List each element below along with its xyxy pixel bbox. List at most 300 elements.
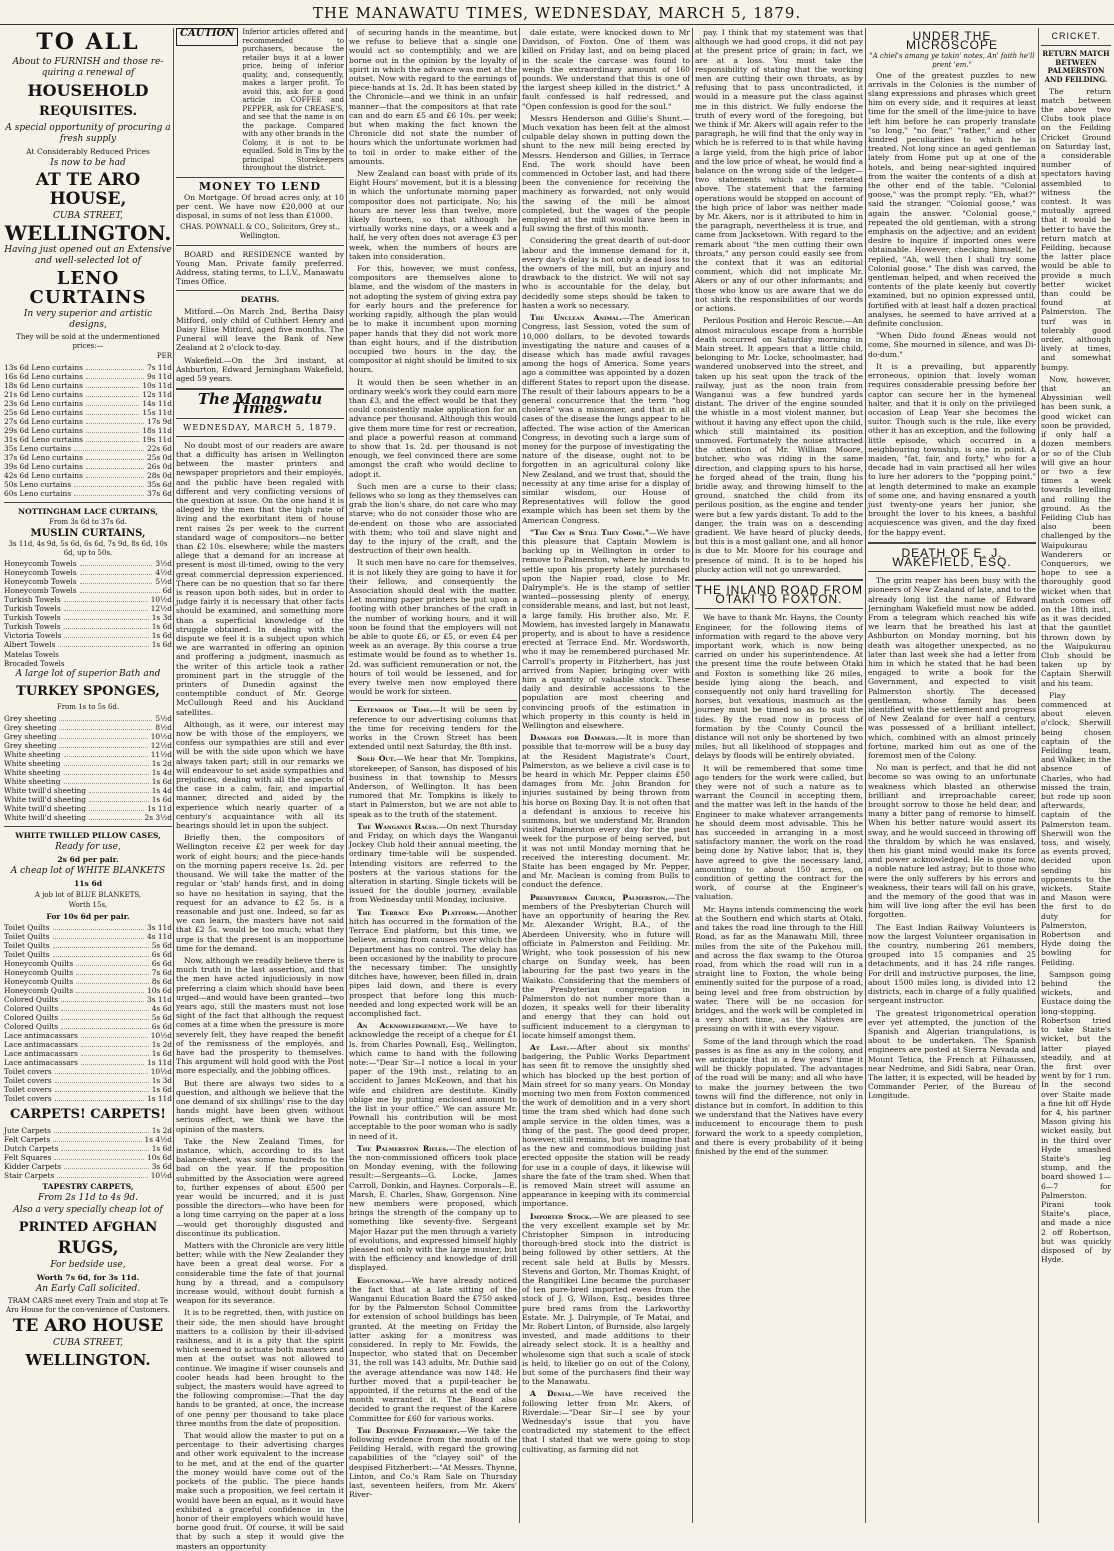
towel-price-list [4,559,172,649]
price-value: 25s 0d [147,452,172,462]
news-body: —The members of the Presbyterian Church will have an opportunity of hearing the Rev. Mr. Alexander Wright, B.A., of the Aberdeen University, who in future will officiate in Palmerston and Feilding. Mr. Wright, who took possession of his new charge on Sunday week, has been labouring for the past two years in the Waikato. Considering that the members of the Presbyterian congregation in Palmerston do not number more than a dozen, it speaks well for their liberality and energy that they can hold out sufficient inducement to a clergyman to locate himself amongst them. [522,892,690,1040]
price-value: 3s 11d [147,922,172,932]
price-row [4,381,172,390]
news-item [522,893,690,1040]
price-item: Honeycomb Towels [4,568,77,578]
paragraph: The East Indian Railway Volunteers is now the largest Volunteer organisation in the country, numbering 261 members, grouped into 15 companies and 25 detachments, and it has 24 rifle ranges. For drill and instructive purposes, the line, about 1500 miles long, is divided into 12 districts, each in charge of a fully qualified sergeant instructor. [868,922,1036,1006]
caution-tag: CAUTION [176,28,238,46]
advert-nottingham-price: From 3s 6d to 37s 6d. [49,518,127,527]
news-heading: Imported Stock. [530,1211,592,1221]
price-row [4,586,172,595]
advert-ready: Ready for use, [55,842,121,853]
paragraph: We have to thank Mr. Hayns, the County Engineer, for the following items of information with regard to the above very important work, which is now being carried on under his superintendence. At the present time the route between Otaki and Foxton is something like 26 miles, beside lying along the beach, and consequently not only hard travelling for horses, but vexatious, inasmuch as the journey must be timed so as to suit the tides. By the road now in process of formation by the County Council the distance will not only be shortened by two miles, but all likelihood of stoppages and delays by floods will be entirely obviated. [695,613,863,761]
price-value: 3½d [155,559,172,569]
advert-per: PER [156,352,172,361]
price-item: Colored Quilts [4,994,59,1004]
advert-cheap-lot: A cheap lot of WHITE BLANKETS [10,866,166,877]
paragraph: Now, although we readily believe there is much truth in the last assertion, and that the men have acted injudiciously in now preferring a claim which should have been urged—and would have been granted—two years ago, still the masters must not lose sight of the fact that although the request comes at a time when the pressure is more severely felt, they have reaped the benefit of the remissness of the employés, and have had the prosperity to themselves. This argument will hold good with the Post more especially, and the jobbing offices. [176,955,344,1076]
price-row [4,768,172,777]
column-3 [349,28,517,1523]
price-row [4,1022,172,1031]
advert-blue-lot: A job lot of BLUE BLANKETS, [34,890,142,899]
paragraph: It would then be seen whether in an ordinary week's work they could earn more than £3, and the effect would be that they could consistently make application for an advance per thousand. Although this would give them more time for rest or recreation, and place a powerful reason at command to show that 1s. 2d. per thousand is not enough, we feel convinced there are some amongst the craft who would decline to adopt it. [349,377,517,479]
news-body: —We hear that Mr. Tompkins, storekeeper, of Sanson, has disposed of his business in that township to Messrs Anderson, of Wellington. It has been rumored that Mr. Tompkins is likely to start in Palmerston, but we are not able to speak as to the truth of the statement. [349,754,517,819]
price-row [4,1004,172,1013]
price-item: White twill'd sheeting [4,794,87,804]
news-body: —We have already noticed the fact that at a late sitting of the Wanganui Education Board the £750 asked for by the Palmerston School Committee for extension of school buildings has been granted. At the meeting on Friday the latter asking for a monitress was considered. In reply to Mr. Fowlds, the Inspector, who stated that on December 31, the roll was 143 adults, Mr. Duthie said the average attendance was now 148. He further moved that a pupil-teacher be appointed, if the returns at the end of the month warranted it. The Board also decided to grant the request of the Karere Committee for £60 for various works. [349,1275,517,1423]
microscope-text [868,71,1036,537]
caution-advert [176,28,344,173]
news-body: —The American Congress, last Session, voted the sum of 10,000 dollars, to be devoted towards investigating the nature and causes of a disease which has made awful ravages among the hogs of America. Some years ago a committee was appointed by a dozen different States to report upon the disease. The result of their labours appears to be a general concurrence that the term "hog cholera" was a misnomer, and that in all cases of the disease the lungs appear to be affected. The wise action of the American Congress, in devoting such a large sum of money for the purpose of investigating the nature of the disease, ought not to be forgotten in an agricultural colony like New Zealand, and we trust that, should the necessity at any time arise for a display of similar wisdom, our House of Representatives will follow the good example which has been set them by the American Congress. [522,313,690,525]
price-value: 10½d [150,595,172,605]
price-value: 17s 9d [147,416,172,426]
price-row [4,622,172,631]
price-value: 1s 4d [151,767,172,777]
news-heading: An Acknowledgement. [357,1021,449,1031]
news-body: —It is more than possible that to-morrow will be a busy day at the Resident Magistrate's Court, Palmerston, as we believe a civil case is to be heard in which Mr. Pepper claims £50 damages from Mr. John Brandon for injuries sustained by being thrown from his horse on Boxing Day. It is not often that a defendant is anxious to receive his summons, but we understand Mr. Brandon visited Palmerston every day for the past week for the purpose of being served, but it was not until Monday morning that he received the interesting document. Mr. Staite has been engaged by Mr. Pepper, and Mr. Maclean is coming from Bulls to conduct the defence. [522,733,690,890]
price-item: Lace antimacassars [4,1039,78,1049]
price-row [4,631,172,640]
news-item [349,1144,517,1273]
price-value: 10½d [150,1066,172,1076]
advert-sold-at: They will be sold at the undermentioned prices:— [16,333,160,350]
column-5-text [695,28,863,574]
paragraph: Sampson going behind the wickets, and Eustace doing the long-stopping. Robertson tried to take Staite's wicket, but the latter played steadily, and at the first over went by for 1 run. In the second over Staite made a fine hit off Hyde for 4, his partner Mason giving his wicket easily, but in the third over Hyde smashed Staite's leg stump, and the board showed 1—6—7 for Palmerston. Pirani took Staite's place, and made a nice 2 off Robertson, but was quickly disposed of by Hyde. [1041,969,1111,1265]
price-value: 1s 4d [151,785,172,795]
price-row [4,640,172,649]
cricket-heading: CRICKET. [1051,31,1101,41]
price-row [4,941,172,950]
price-item: 39s 6d Leno curtains [4,461,83,471]
price-item: Toilet covers [4,1066,52,1076]
news-item [522,1043,690,1209]
news-body: —After about six months' badgering, the Public Works Department has seen fit to remove the unsightly shed which has blocked up the best portion of Main street for so many years. On Monday morning two men from Foxton commenced the work of demolition and in a very short time the tram shed which had done such ample service in the olden times, was a thing of the past. The good deed proper, however, still remains, but we imagine that as the new and commodious building just erected opposite the station will be ready for use in a couple of days, it likewise will share the fate of the tram shed. When that is removed Main street will assume an appearance in keeping with its commercial importance. [522,1042,691,1209]
price-item: Lace antimacassars [4,1057,78,1067]
price-row [4,1126,172,1135]
price-item: 37s 6d Leno curtains [4,452,83,462]
price-row [4,1135,172,1144]
price-row [4,453,172,462]
paragraph: Messrs Henderson and Gillie's Shunt.—Much vexation has been felt at the almost culpable delay shown in putting down the shunt to the new mill being erected by Messrs. Henderson and Gillies, in Terrace End. The work should have been commenced in October last, and had there been the convenience for receiving the machinery as forwarded, not only would the sawing of the mill be almost completed, but the wages of the people employed at the mill would have been in full swing the first of this month. [522,113,690,234]
price-value: 10s 6d [147,1152,172,1162]
price-item: Honeycomb Quilts [4,976,74,986]
advert-requisites: REQUISITES. [39,104,137,119]
news-item [522,313,690,525]
news-body: —Another hitch has occurred in the formation of the Terrace End platform, but this time, we believe, arising from causes over which the Department has no control. The delay has been occasioned by the inability to procure the necessary timber. The unsightly ditches have, however, been filled in, drain pipes laid down, and there is every prospect that before long this much-needed and long expected work will be an accomplished fact. [349,907,517,1018]
column-rule [692,28,693,1523]
price-item: Felt Squares [4,1152,52,1162]
price-row [4,408,172,417]
cricket-text [1041,87,1111,1265]
board-notice: BOARD and RESIDENCE wanted by Young Man. Private family preferred. Address, stating terms, to L.I.V., Manawatu Times Office. [176,249,344,287]
price-item: Grey sheeting [4,713,57,723]
advert-leno: LENO CURTAINS [29,268,147,309]
price-item: Honeycomb Quilts [4,985,74,995]
news-item [349,705,517,751]
advert-rugs-price: Worth 7s 6d, for 3s 11d. [36,1273,140,1283]
advert-tapestry: TAPESTRY CARPETS, [42,1181,134,1191]
paragraph: "When Dido found Æneas would not come, She mourned in silence, and was Di-do-dum." [868,331,1036,359]
cricket-subheading: RETURN MATCH BETWEEN PALMERSTON AND FEILDING. [1042,49,1110,84]
news-body: —We take the following evidence from the mouth of the Feilding Herald, with regard the growing capabilities of the "clayey soil" of the despised Fitzherbert:—"At Messrs. Thynne, Linton, and Co.'s Ram Sale on Thursday last, seventeen heifers, from Mr. Akers' River- [349,1425,517,1500]
price-value: 7s 11d [147,362,172,372]
price-row [4,604,172,613]
paragraph: It is a prevailing, but apparently erroneous, opinion that lovely woman requires considerable pressing before her captor can secure her in the hymeneal halter, and that it is only on the privileged occasion of Leap Year she becomes the suitor. Though such is the rule, like every other it has an exception, and the following little episode, which occurred in a neighbouring township, is one in point. A maiden, "fat, fair, and forty," who for a decade had in vain practised all her wiles to lure her adorers to the "popping point," at length determined to make an example of some one, and having ensnared a youth just twenty-one years her junior, she brought the lover to his knees, a bashful acquiescence was given, and the day fixed for the happy event. [868,361,1036,537]
advert-te-aro-house: TE ARO HOUSE [12,1315,164,1336]
price-item: Albert Towels [4,640,56,650]
price-value: 10s 11d [142,380,172,390]
advert-cuba: CUBA STREET, [52,211,124,222]
te-aro-advert-column [4,28,172,1523]
advert-tapestry-price: From 2s 11d to 4s 9d. [37,1193,139,1204]
paragraph: Play commenced at about eleven o'clock, Sherwill being chosen captain of the Feilding team, and Walker, in the absence of Charles, who had missed the train, but rode up soon afterwards, captain of the Palmerston team. Sherwill won the toss, and wisely, as events proved, decided upon sending his opponents to the wickets. Staite and Mason were the first to do duty for Palmerston, Robertson and Hyde doing the bowling for Feilding. [1041,690,1111,967]
price-value: 1s 6d [151,640,172,650]
price-item: Grey sheeting [4,731,57,741]
price-item: 42s 6d Leno curtains [4,470,83,480]
price-item: 18s 6d Leno curtains [4,380,83,390]
local-news [522,313,690,1454]
price-value: 9s 11d [147,371,172,381]
column-rule [865,28,866,1523]
advert-pillow: WHITE TWILLED PILLOW CASES, [15,830,161,840]
news-body: —We have to acknowledge the receipt of a cheque for £1 ls. from Charles Pownall, Esq., Wellington, which came to hand with the following note:—"Dear Sir—I notice a local in your paper of the 19th inst., relating to an accident to James McKeown, and that his wife and children are destitute. Kindly oblige me by putting enclosed amount to the list in your office." We can assure Mr. Pownall his contribution will be most acceptable to the poor woman who is sadly in need of it. [349,1021,517,1141]
paragraph: No doubt most of our readers are aware that a difficulty has arisen in Wellington between the master printers and newspaper proprietors and their employés, and the public have been regaled with different and very conflicting versions of the question at issue. On the one hand it is alleged by the men that the high rate of living and the exorbitant item of house rent raises 2s per week to the current standard wage of compositors—no better than £2 10s. elsewhere; while the masters allege that a demand for an increase at present is most ill-timed, owing to the very great commercial depression experienced. There can be no question that so far there is reason upon both sides, but in order to judge fairly it is necessary that other facts should be examined, and something more than a superficial knowledge of the struggle obtained. In dealing with the dispute we feel it is a subject upon which we are warranted in offering an opinion and proffering a judgment, inasmuch as the writer of this article took a rather prominent part in the struggle of the printers of Dunedin against the contemptible conduct of Mr. George McCullough Reed and his Auckland satellites. [176,440,344,717]
price-item: Colored Quilts [4,1012,59,1022]
death-notice: Wakefield.—On the 3rd instant, at Ashburton, Edward Jerningham Wakefield, aged 59 years. [176,355,344,383]
price-value: 1s 6d [151,1084,172,1094]
price-value: 1s 6d [151,1143,172,1153]
price-row [4,795,172,804]
advert-brocaded: Brocaded Towels [4,659,65,668]
news-item [349,1021,517,1141]
price-row [4,363,172,372]
paragraph: New Zealand can boast with pride of its Eight Hours' movement, but it is a blessing in which the unfortunate morning paper compositor does not participate. No; his hours are never less than twelve, more likely fourteen, so that although he virtually works nine days, or a week and a half, he very often does not average £3 per week, when the numbers of hours are taken into consideration. [349,169,517,261]
advert-tram: TRAM CARS meet every Train and stop at Te Aro House for the con-venience of Customers. [6,1297,170,1314]
advert-large-lot: A large lot of superior Bath and [15,669,161,680]
price-row [4,786,172,795]
price-item: Jute Carpets [4,1125,51,1135]
news-item [522,1212,690,1387]
price-item: 21s 6d Leno curtains [4,389,83,399]
price-item: Turkish Towels [4,622,61,632]
advert-printed: PRINTED AFGHAN [18,1220,158,1236]
price-item: White sheeting [4,776,61,786]
money-signature: CHAS. POWNALL & CO., Solicitors, Grey st., Wellington. [180,223,340,240]
price-item: Felt Carpets [4,1134,51,1144]
price-value: 35s 6d [147,479,172,489]
price-row [4,435,172,444]
news-heading: Damages for Damages. [530,733,619,743]
advert-household: HOUSEHOLD [27,81,149,100]
advert-matelas: Matelas Towels [4,651,59,660]
price-value: 5½d [155,713,172,723]
quilt-price-list [4,923,172,1103]
price-row [4,1094,172,1103]
news-item [349,822,517,905]
price-value: 15s 11d [142,407,172,417]
price-row [4,959,172,968]
price-item: Honeycomb Quilts [4,967,74,977]
price-item: Toilet Quilts [4,922,50,932]
news-item [522,733,690,889]
masthead: THE MANAWATU TIMES, WEDNESDAY, MARCH 5, 1879. [0,2,1114,25]
paragraph: of securing hands in the meantime, but we refuse to believe that a single one would act so contemptibly, and we are borne out in the opinion by the loyalty of spirit in which the advance was met at the outset. Now with regard to the earnings of piece-hands at 1s. 2d. It has been stated by the Chronicle—and we think in an unfair manner—that the compositors at that rate can and do earn £5 and £6 10s. per week; but when making the fact known the Chronicle did not state the number of hours which the unfortunate workmen had to toil in order to make either of the amounts. [349,28,517,166]
price-row [4,759,172,768]
price-row [4,390,172,399]
price-item: Honeycomb Towels [4,586,77,596]
price-value: 5s 6d [151,940,172,950]
price-item: Victoria Towels [4,631,62,641]
price-item: Lace antimacassars [4,1030,78,1040]
price-row [4,777,172,786]
price-item: 31s 6d Leno curtains [4,434,83,444]
otaki-heading: THE INLAND ROAD FROM OTAKI TO FOXTON. [695,582,864,607]
news-heading: Sold Out. [357,754,397,764]
price-value: 1s 3d [151,1075,172,1085]
price-value: 2s 3½d [144,812,172,822]
column-5 [695,28,863,1523]
price-value: 3s 6d [151,1161,172,1171]
price-row [4,471,172,480]
price-row [4,1171,172,1180]
price-value: 12s 11d [142,389,172,399]
price-value: 6s 6d [151,958,172,968]
price-row [4,559,172,568]
paragraph: Mr. Hayns intends commencing the work at the Southern end which starts at Otaki, and takes the road line through to the Hill Road, as far as the Manawatu Mill, three miles from the site of the Pukehou mill, and across the flax swamp to the Oturoa road, from which the road will run in a straight line to Foxton, the whole being eminently suited for the purpose of a road, being level and free from obstruction by water. There will be no occasion for bridges, and the work will be completed in a very short time, as the Natives are pressing on with it with every vigour. [695,904,863,1034]
paragraph: That would allow the master to put on a percentage to their advertising charges and other work equivalent to the increase to be met, and at the end of the quarter the money would have come out of the pockets of the public. The piece hands make such a proposition, we feel certain it would have been an equal, as it would have exhibited a graceful confidence in the honor of their employers which would have borne good fruit. Of course, it will be said that by such a step it would give the masters an opportunity [176,1431,344,1551]
price-value: 12½d [150,740,172,750]
editorial-continued [349,28,517,696]
price-value: 5s 6d [151,1012,172,1022]
price-value: 1s 2d [151,758,172,768]
price-value: 8½d [155,722,172,732]
news-body: —The election of the non-commissioned officers took place on Monday evening, with the following result:—Sergeants—G. Locke, James Carroll, Donkin, and Haynes. Corporals—E. Marsh, E. Charles, Shaw, Gorgenson. Nine new members were proposed, which brings the strength of the company up to something like seventy-five. Sergeant Major Hazar put the men through a variety of evolutions, and expressed himself highly pleased not only with the large muster, but with the efficiency and knowledge of drill displayed. [349,1143,517,1273]
advert-rugs: RUGS, [57,1238,119,1259]
price-value: 1s 11d [147,1093,172,1103]
column-6 [868,28,1036,1523]
paragraph: pay. I think that my statement was that although we had good crops, it did not pay at the present price of grain; in fact, we are at a loss. You must take the responsibility of stating that the working men are cutting their own throats, as by refusing that to pass uncontradicted, it would in a measure put the class against me in this district. We fully endorse the truth of every word of the foregoing, but we think if Mr. Akers will again refer to the paragraph, he will find that the only way in which he is referred to is that while having a large yield, from the high price of labor and the low price of wheat, he would find a balance on the wrong side of the ledger—two statements which are reiterated above. The statement that the farming operations would be stopped on account of the high price of labor was neither made by Mr. Akers, nor is it attributed to him in the paragraph, nevertheless it is true, and came from Jacksetown. With regard to the remark about "the men cutting their own throats," any person could easily see from the context that it was an editorial comment, which did not implicate Mr. Akers or any of our other informants; and those who know us are aware that we do not shirk the responsibilities of our words or actions. [695,28,863,314]
price-row [4,444,172,453]
price-row [4,1058,172,1067]
price-item: Toilet Quilts [4,931,50,941]
price-value: 1s 11d [147,1057,172,1067]
price-item: 27s 6d Leno curtains [4,416,83,426]
price-item: 16s 6d Leno curtains [4,371,83,381]
price-value: 7s 6d [151,967,172,977]
price-value: 18s 11d [142,425,172,435]
news-item [349,908,517,1018]
paragraph: Matters with the Chronicle are very little better; while with the New Zealander they have been a great deal worse. For a considerable time the fate of that journal hung by a thread, and a compulsory increase would, without doubt furnish a weapon for its severance. [176,1241,344,1306]
price-item: Toilet Quilts [4,949,50,959]
news-heading: The Terrace End Platform. [357,907,479,917]
news-heading: "The Cry is Still They Come." [530,527,650,537]
news-heading: At Last. [530,1042,570,1052]
news-heading: A Denial. [530,1389,575,1399]
price-value: 5½d [155,577,172,587]
price-value: 4½d [155,568,172,578]
price-row [4,1162,172,1171]
advert-turkey-price: From 1s to 5s 6d. [56,703,120,712]
price-row [4,741,172,750]
advert-blankets-price: 11s 6d [73,879,103,889]
news-body: —We are pleased to see the very excellent example set by Mr. Christopher Simpson in introducing thorough-bred stock into the district is being followed by other settlers. At the recent sale held at Bulls by Messrs. Stevens and Gorton, Mr. Thomas Knight, of the Rangitikei Line became the purchaser of ten pure-bred imported ewes from the stock of J. G. Wilson, Esq., besides three pure bred rams from the Larkworthy Estate. Mr. J. Dalrymple, of Te Matai, and Mr. Robert Linton, of Burnside, also largely invested, and made additions to their already select stock. It is a healthy and wholesome sign that such a scale of stock is held, to likelier go on out of the Colony, but some of the purchasers find their way to the Manawatu. [522,1211,690,1387]
price-row [4,732,172,741]
sheeting-price-list [4,714,172,822]
microscope-heading: UNDER THE MICROSCOPE [905,29,998,53]
price-item: White twill'd sheeting [4,785,87,795]
column-7 [1041,28,1111,1523]
price-row [4,923,172,932]
money-heading: MONEY TO LEND [198,179,322,193]
price-row [4,1031,172,1040]
price-item: 25s 6d Leno curtains [4,407,83,417]
column-4 [522,28,690,1523]
price-value: 28s 0d [147,470,172,480]
advert-worth: Worth 15s, [68,901,108,910]
leno-price-list [4,363,172,498]
price-value: 10s 6d [147,985,172,995]
paragraph: The grim reaper has been busy with the pioneers of New Zealand of late, and to the already long list the name of Edward Jerningham Wakefield must now be added. From a telegram which reached his wife we learn that he breathed his last at Ashburton on Monday morning, but his death was altogether unexpected, as no later than last week she had a letter from him in which he stated that he had been engaged to write a book for the Government, and expected to visit Palmerston shortly. The deceased gentleman, whose family has been identified with the settlement and progress of New Zealand for over half a century, was possessed of a brilliant intellect, which, combined with an almost princely fortune, marked him out as one of the foremost men of the Colony. [868,576,1036,761]
paragraph: Some of the land through which the road passes is as fine as any in the colony, and we anticipate that in a few years' time it will be thickly populated. The advantages of the road will be many; and all who have to make the journey between the two towns will find the difference, not only in distance but in comfort. In addition to this we understand that the Natives have every inducement to encourage them to push forward the work to a speedy completion, and there is every probability of it being finished by the end of the summer. [695,1036,863,1156]
price-value: 1s 3d [151,613,172,623]
price-item: Grey sheeting [4,722,57,732]
price-row [4,1076,172,1085]
price-item: Grey sheeting [4,740,57,750]
price-item: Dutch Carpets [4,1143,59,1153]
advert-muslin: MUSLIN CURTAINS, [30,527,146,539]
paragraph: The greatest trigonometrical operation ever yet attempted, the junction of the Spanish and Algerian triangulations, is about to be undertaken. The Spanish engineers are posted at Sierra Nevada and Mount Tetica, the French at Filhaussen, near Nedrome, and Sidi Sabra, near Oran. The latter, it is expected, will be headed by Commander Perier, of the Bureau of Longitude. [868,1008,1036,1101]
price-value: 37s 6d [147,488,172,498]
price-value: 1s 2d [151,1039,172,1049]
price-row [4,1153,172,1162]
price-value: 1s 6d [151,776,172,786]
advert-carpets: CARPETS! CARPETS! [10,1106,166,1122]
price-item: White twill'd sheeting [4,803,87,813]
price-row [4,977,172,986]
price-item: Lace antimacassars [4,1048,78,1058]
price-value: 10½d [150,1030,172,1040]
price-item: 60s Leno curtains [4,488,72,498]
news-item [522,1389,690,1453]
price-value: 10½d [150,731,172,741]
paragraph: The return match between the above two Clubs took place on the Feilding Cricket Ground on Saturday last, a considerable number of spectators having assembled to witness the contest. It was mutually agreed that it would be better to have the return match at Feilding, because the latter place would be able to provide a much better wicket than could be found at Palmerston. The turf was in tolerably good order, although lively at times, and somewhat bumpy. [1041,86,1111,372]
advert-heading: TO ALL [36,29,140,55]
price-row [4,995,172,1004]
advert-for: For 10s 6d per pair. [46,911,130,921]
otaki-article [695,613,863,1156]
death-notice: Mitford.—On March 2nd, Bertha Daisy Mitford, only child of Cuthbert Henry and Daisy Elise Mitford, aged five months. The Funeral will leave the Bank of New Zealand at 2 o'clock to-day. [176,306,344,353]
news-item [349,1276,517,1423]
price-row [4,714,172,723]
advert-reduced: At Considerably Reduced Prices [26,147,150,156]
news-item [349,1426,517,1500]
advert-leno-sub: In very superior and artistic designs, [23,309,153,331]
price-item: Turkish Towels [4,604,61,614]
dateline: WEDNESDAY, MARCH 5, 1879. [183,422,337,432]
paragraph: It will be remembered that some time ago tenders for the work were called, but they were not of such a nature as to warrant the Council in accepting them, and the matter was left in the hands of the Engineer to make whatever arrangements he should deem most advisable. This he has succeeded in arranging in a most satisfactory manner, the work on the road being done by Native labor, that is, they have agreed to give the necessary land, amounting to about 150 acres, on condition of getting the contract for the work, of course at the Engineer's valuation. [695,763,863,902]
price-row [4,577,172,586]
advert-cuba2: CUBA STREET, [52,1337,124,1348]
price-item: Toilet covers [4,1084,52,1094]
price-item: 29s 6d Leno curtains [4,425,83,435]
paragraph: For this, however, we must confess, compositors are themselves alone to blame, and the wisdom of the masters in not adopting the system of giving extra pay for early hours and the preference for working rapidly, although the plan would be to make it incumbent upon morning paper hands that they did not work more than eight hours, and if the distribution occupied two hours in the day, the compositor at night should be limited to six hours. [349,264,517,375]
price-item: White twill'd sheeting [4,812,87,822]
paragraph: Briefly then, the compositors of Wellington receive £2 per week for day work of eight hours; and the piece-hands on the morning papers receive 1s. 2d. per thousand. We will take the matter of the regular or 'stab' hands first, and in doing so have no hesitation in saying, that the request for an advance to £2 5s. is a reasonable and just one. Indeed, so far as we can learn, the masters have not said that £2 5s. would be too much; what they urge is that the present is an inopportune time for the demand. [176,833,344,953]
price-item: Turkish Towels [4,595,61,605]
price-item: White sheeting [4,767,61,777]
column-rule [519,28,520,1523]
price-row [4,568,172,577]
paragraph: Although, as it were, our interest may now be with those of the employers, we confess our sympathies are still and ever will be with the side upon which we have always taken part; still in our remarks we will endeavour to set aside sympathies and prejudices, dealing with all the aspects of the case in a calm, fair, and impartial manner, directed and aided by the experience which nearly quarter of a century's acquaintance with all its bearings should let in upon the subject. [176,719,344,831]
price-row [4,750,172,759]
price-value: 1s 4½d [144,1134,172,1144]
news-heading: Extension of Time. [357,705,433,715]
carpet-price-list [4,1126,172,1180]
paragraph: Take the New Zealand Times, for instance, which, according to its last balance-sheet, was some hundreds to the bad on the year. If the proposition submitted by the Association were agreed to, further expenses of about £500 per year would be incurred, and it is just possible the directors—who have been for a long time carrying on the paper at a loss—would get thoroughly disgusted and discontinue its publication. [176,1136,344,1238]
column-rule [346,28,347,1523]
price-item: Stair Carpets [4,1170,55,1180]
paragraph: One of the greatest puzzles to new arrivals in the Colonies is the number of slang expressions and phrases which greet him on every side, and it requires at least time for the smell of the lime-juice to have left him before he can properly translate "so long," "no fear," "rather," and other kindred peculiarities to which he is treated. Not long since an aged gentleman lately from Home put up at one of the hotels, and being near-sighted inquired from the waiter the contents of a dish at the other end of the table. "Colonial goose," was the prompt reply. "Eh, what?" said the stranger. "Colonial goose," was again the answer. "Colonial goose," repeated the old gentleman, with a strong emphasis on the adjective; and an evident desire to inquire if imported ones were obtainable. However, checking himself, he replied, "Ah, well then I shall try some Colonial goose." The dish was carved, the gentleman helped, and when received the contents of the plate keenly but covertly examined, but no opinion expressed until, fortified with at least half a dozen practical analyses, he seemed to have arrived at a definite conclusion. [868,70,1036,329]
news-item [522,528,690,730]
news-body: —We have this pleasure that Captain Mowlem is backing up in Wellington in order to remove to Palmerston, where he intends to settle upon his property lately purchased upon the Napier road, close to Mr. Dalrymple's. He is the stamp of settler wanted—possessing plenty of energy, considerable means, and last, but not least, a large family. His brother also, Mr. F. Mowlem, has invested largely in Manawatu property, and is about to have a residence erected at Terrace End. Mr. Wordsworth, who it may be remembered purchased Mr. Carroll's property in Fitzherbert, has just arrived from Napier, bringing over with him a quantity of valuable stock. These daily and desirable accessions to the population are most cheering and convincing proofs of the estimation in which property in this county is held in Wellington and elsewhere. [522,527,691,731]
price-value: 6s 6d [151,1021,172,1031]
advert-wellington2: WELLINGTON. [25,1350,151,1369]
price-item: Turkish Towels [4,613,61,623]
price-value: 11½d [150,749,172,759]
price-item: Colored Quilts [4,1003,59,1013]
price-row [4,1144,172,1153]
news-heading: The Palmerston Rifles. [357,1143,449,1153]
price-value: 26s 0d [147,461,172,471]
price-value: 3s 11d [147,994,172,1004]
price-row [4,372,172,381]
price-row [4,813,172,822]
advert-te-aro: AT TE ARO HOUSE, [35,170,141,210]
price-value: 1s 6d [151,631,172,641]
price-row [4,399,172,408]
price-item: Honeycomb Quilts [4,958,74,968]
column-rule [1038,28,1039,1523]
news-heading: The Wanganui Races. [357,821,439,831]
price-row [4,613,172,622]
paragraph: Perilous Position and Heroic Rescue.—An almost miraculous escape from a horrible death occurred on Saturday morning in Main street. It appears that a little child, belonging to Mr. Locke, schoolmaster, had wandered unobserved into the street, and taken up his seat upon the track of the railway, just as the noon train from Wanganui was a few hundred yards distant. The driver of the engine sounded the whistle in a most violent manner, but without it having any effect upon the child, which still maintained its position unmoved. Fortunately the noise attracted the attention of Mr. William Moore, butcher, who was riding in the same direction, and clapping spurs to his horse, he forged ahead of the train, flung his bridle away, and throwing himself to the ground, snatched the child from its perilous position, as the engine and tender were but a few yards distant. To add to the danger, the train was on a descending gradient. We have heard of plucky deeds, but this is a most gallant one, and all honor is due to Mr. Moore for his courage and presence of mind. It is to be hoped his plucky action will not go unrewarded. [695,316,863,574]
advert-turkey: TURKEY SPONGES, [16,684,160,700]
paper-title: The Manawatu Times. [197,390,323,418]
price-value: 8s 6d [151,976,172,986]
column-2 [176,28,344,1551]
price-value: 12½d [150,604,172,614]
news-body: —We have received the following letter from Mr. Akers, of Riverdale:—"Dear Sir—I see by your Wednesday's issue that you have contradicted my statement to the effect that I stated that we were going to stop cultivating, as farming did not [522,1389,690,1454]
price-row [4,968,172,977]
local-news [349,705,517,1499]
price-row [4,986,172,995]
price-value: 1s 6d [151,622,172,632]
price-row [4,932,172,941]
advert-now: Is now to be had [50,158,126,169]
advert-rugs-sub: For bedside use, [50,1260,126,1271]
price-item: 23s 6d Leno curtains [4,398,83,408]
price-row [4,426,172,435]
microscope-verse: "A chiel's amang ye takin' notes, An' faith he'll prent 'em." [869,52,1035,69]
money-body: On Mortgage. Of broad acres only, at 10 per cent. We have now £20,000 at our disposal, in sums of not less than £1000. [176,192,344,221]
price-row [4,595,172,604]
price-value: 14s 11d [142,398,172,408]
price-value: 10½d [150,1170,172,1180]
price-value: 6s 6d [151,949,172,959]
news-heading: Educational. [357,1275,405,1285]
price-row [4,480,172,489]
price-value: 1s 6d [151,794,172,804]
